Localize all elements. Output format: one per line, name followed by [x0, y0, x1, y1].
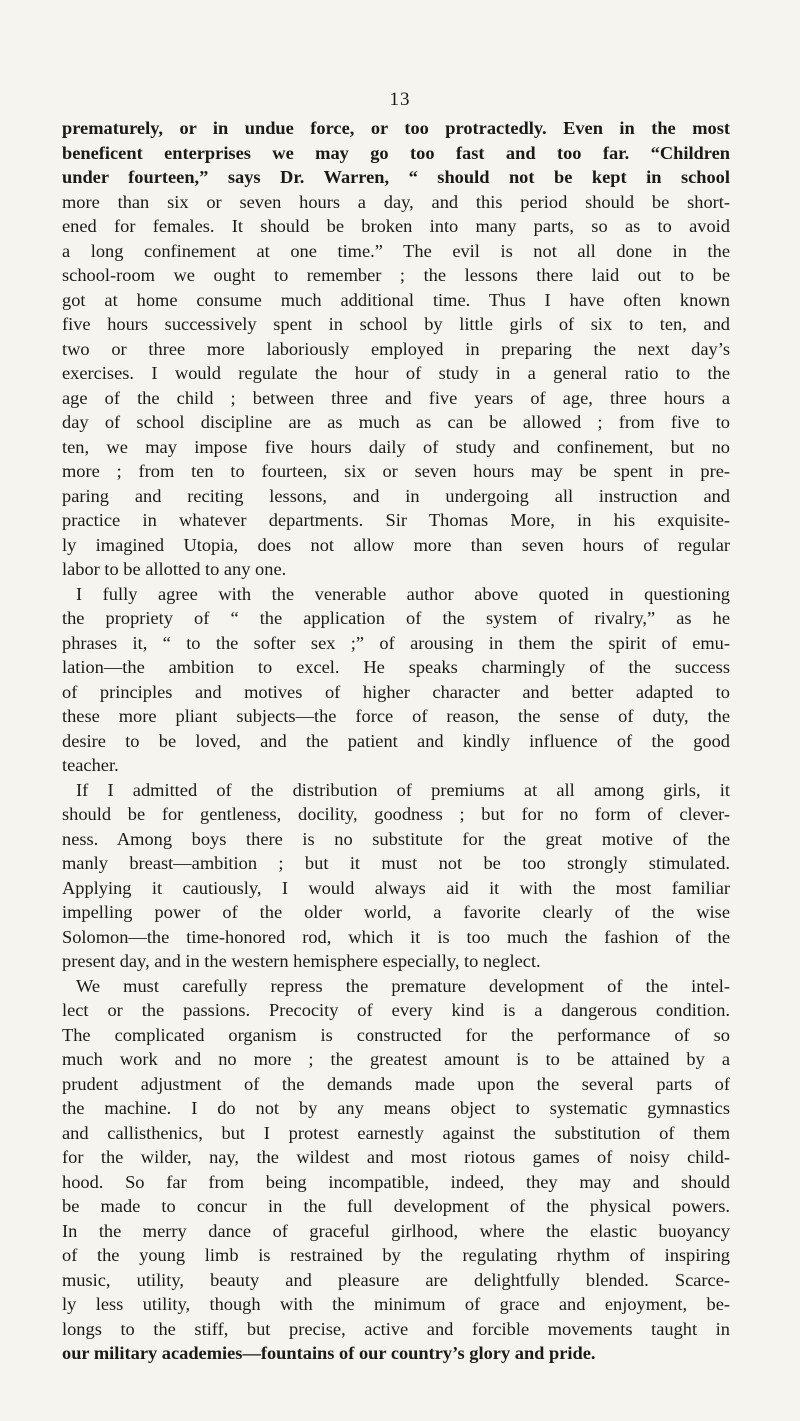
text-line: under fourteen,” says Dr. Warren, “ should not be kept in school [62, 167, 730, 187]
text-line: lation—the ambition to excel. He speaks charmingly of the success [62, 657, 730, 677]
text-line: hood. So far from being incompatible, indeed, they may and should [62, 1171, 730, 1192]
text-line: got at home consume much additional time. Thus I have often known [62, 289, 730, 310]
text-line: Solomon—the time-honored rod, which it is too much the fashion of the [62, 926, 730, 947]
text-line: school-room we ought to remember ; the lessons there laid out to be [62, 265, 730, 285]
text-line: day of school discipline are as much as can be allowed ; from five to [62, 412, 730, 432]
text-line: paring and reciting lessons, and in undergoing all instruction and [62, 485, 730, 506]
text-line: The complicated organism is constructed for the performance of so [62, 1024, 730, 1045]
text-line: a long confinement at one time.” The evil is not all done in the [62, 240, 730, 261]
text-line: five hours successively spent in school by little girls of six to ten, and [62, 314, 730, 334]
text-line: two or three more laboriously employed in preparing the next day’s [62, 338, 730, 359]
text-line: age of the child ; between three and five years of age, three hours a [62, 387, 730, 408]
text-line: of principles and motives of higher character and better adapted to [62, 681, 730, 702]
text-line: In the merry dance of graceful girlhood, where the elastic buoyancy [62, 1220, 730, 1241]
text-line: If I admitted of the distribution of premiums at all among girls, it [76, 779, 730, 800]
text-line: prematurely, or in undue force, or too protractedly. Even in the most [62, 118, 730, 138]
text-line: longs to the stiff, but precise, active and forcible movements taught in [62, 1318, 730, 1339]
text-line: and callisthenics, but I protest earnestly against the substitution of them [62, 1122, 730, 1143]
text-line: ten, we may impose five hours daily of study and confinement, but no [62, 436, 730, 457]
text-line: more ; from ten to fourteen, six or seven hours may be spent in pre- [62, 461, 730, 481]
text-line: I fully agree with the venerable author above quoted in questioning [76, 583, 730, 604]
text-line: ly less utility, though with the minimum of grace and enjoyment, be- [62, 1294, 730, 1314]
text-line: We must carefully repress the premature development of the intel- [76, 975, 730, 996]
text-line: prudent adjustment of the demands made upon the several parts of [62, 1073, 730, 1094]
text-line: more than six or seven hours a day, and this period should be short- [62, 191, 730, 212]
text-line: phrases it, “ to the softer sex ;” of arousing in them the spirit of emu- [62, 632, 730, 653]
text-line: these more pliant subjects—the force of reason, the sense of duty, the [62, 706, 730, 726]
text-line: be made to concur in the full development of the physical powers. [62, 1196, 730, 1216]
text-line: practice in whatever departments. Sir Thomas More, in his exquisite- [62, 510, 730, 530]
text-line: impelling power of the older world, a favorite clearly of the wise [62, 902, 730, 922]
text-line: ened for females. It should be broken into many parts, so as to avoid [62, 216, 730, 236]
text-line: Applying it cautiously, I would always aid it with the most familiar [62, 877, 730, 898]
text-line: the propriety of “ the application of the system of rivalry,” as he [62, 608, 730, 628]
text-line: beneficent enterprises we may go too fast and too far. “Children [62, 142, 730, 163]
text-line: lect or the passions. Precocity of every kind is a dangerous condition. [62, 1000, 730, 1020]
text-line: should be for gentleness, docility, goodness ; but for no form of clever- [62, 804, 730, 824]
text-line: labor to be allotted to any one. [62, 559, 287, 579]
text-line: teacher. [62, 755, 119, 775]
text-line: much work and no more ; the greatest amount is to be attained by a [62, 1049, 730, 1069]
text-line: for the wilder, nay, the wildest and most riotous games of noisy child- [62, 1147, 730, 1167]
text-line: ly imagined Utopia, does not allow more than seven hours of regular [62, 534, 730, 555]
text-line: ness. Among boys there is no substitute for the great motive of the [62, 828, 730, 849]
text-line: exercises. I would regulate the hour of study in a general ratio to the [62, 363, 730, 383]
text-line: our military academies—fountains of our country’s glory and pride. [62, 1343, 596, 1363]
text-line: manly breast—ambition ; but it must not be too strongly stimulated. [62, 853, 730, 873]
text-line: present day, and in the western hemisphere especially, to neglect. [62, 951, 541, 971]
body-text [62, 116, 730, 1366]
page-number: 13 [389, 89, 411, 110]
text-line: the machine. I do not by any means object to systematic gymnastics [62, 1098, 730, 1118]
text-line: music, utility, beauty and pleasure are delightfully blended. Scarce- [62, 1269, 730, 1290]
text-line: of the young limb is restrained by the regulating rhythm of inspiring [62, 1245, 730, 1265]
text-line: desire to be loved, and the patient and kindly influence of the good [62, 730, 730, 751]
